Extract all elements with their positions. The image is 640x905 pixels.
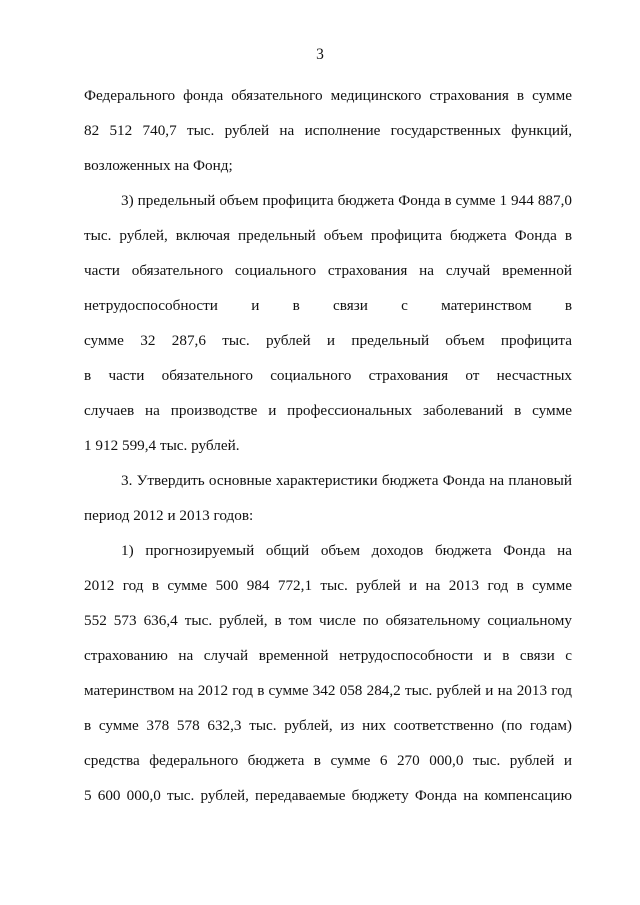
- text-line: 3. Утвердить основные характеристики бюджета Фонда на плановый: [121, 472, 572, 489]
- text-line: средства федерального бюджета в сумме 6 270 000,0 тыс. рублей и: [84, 752, 572, 769]
- text-line: 552 573 636,4 тыс. рублей, в том числе по обязательному социальному: [84, 612, 572, 629]
- text-line: возложенных на Фонд;: [84, 157, 233, 174]
- text-line: период 2012 и 2013 годов:: [84, 507, 254, 524]
- text-line: в сумме 378 578 632,3 тыс. рублей, из них соответственно (по годам): [84, 717, 572, 734]
- text-line: случаев на производстве и профессиональных заболеваний в сумме: [84, 402, 572, 419]
- text-line: в части обязательного социального страхования от несчастных: [84, 367, 572, 384]
- text-line: 5 600 000,0 тыс. рублей, передаваемые бюджету Фонда на компенсацию: [84, 787, 572, 804]
- text-line: 1 912 599,4 тыс. рублей.: [84, 437, 240, 454]
- text-line: 2012 год в сумме 500 984 772,1 тыс. рублей и на 2013 год в сумме: [84, 577, 572, 594]
- text-line: 1) прогнозируемый общий объем доходов бюджета Фонда на: [121, 542, 572, 559]
- page-number: 3: [316, 46, 324, 63]
- text-line: 3) предельный объем профицита бюджета Фонда в сумме 1 944 887,0: [121, 192, 572, 209]
- text-line: страхованию на случай временной нетрудоспособности и в связи с: [84, 647, 572, 664]
- text-line: части обязательного социального страхования на случай временной: [84, 262, 572, 279]
- text-line: тыс. рублей, включая предельный объем профицита бюджета Фонда в: [84, 227, 572, 244]
- text-line: материнством на 2012 год в сумме 342 058 284,2 тыс. рублей и на 2013 год: [84, 682, 572, 699]
- text-line: 82 512 740,7 тыс. рублей на исполнение государственных функций,: [84, 122, 572, 139]
- text-line: сумме 32 287,6 тыс. рублей и предельный объем профицита: [84, 332, 572, 349]
- text-line: Федерального фонда обязательного медицинского страхования в сумме: [84, 87, 572, 104]
- text-line: нетрудоспособности и в связи с материнством в: [84, 297, 572, 314]
